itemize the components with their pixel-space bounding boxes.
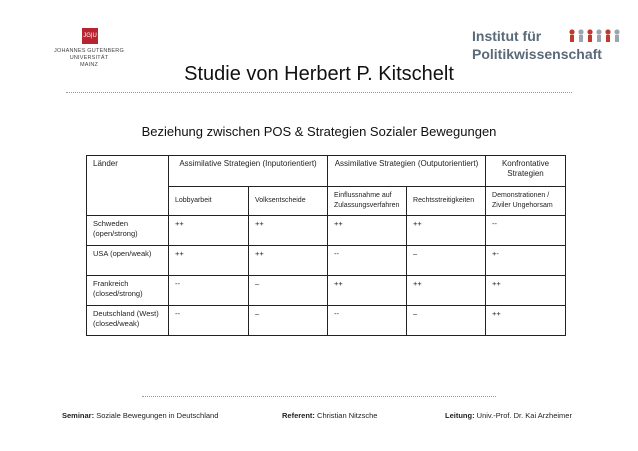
country-cell: Schweden (open/strong) <box>87 216 169 246</box>
table-row <box>87 216 566 246</box>
university-logo-mark: JG|U <box>82 28 98 44</box>
value-cell: ++ <box>486 276 566 306</box>
slide-title: Studie von Herbert P. Kitschelt <box>184 63 454 85</box>
value-cell: -- <box>328 306 407 336</box>
value-cell: ++ <box>169 246 249 276</box>
group-header-output: Assimilative Strategien (Outputorientiert) <box>328 156 486 187</box>
group-header-input: Assimilative Strategien (Inputorientiert) <box>169 156 328 187</box>
footer-referent-label: Referent: <box>282 411 315 420</box>
value-cell: ++ <box>328 216 407 246</box>
value-cell: -- <box>169 276 249 306</box>
slide-subtitle: Beziehung zwischen POS & Strategien Sozialer Bewegungen <box>141 124 497 139</box>
value-cell: ++ <box>407 276 486 306</box>
column-header: Einflussnahme auf Zulassungsverfahren <box>328 187 407 216</box>
value-cell: ++ <box>486 306 566 336</box>
university-logo-line: JOHANNES GUTENBERG <box>54 48 124 54</box>
footer-leitung <box>445 411 572 420</box>
column-header: Rechtsstreitigkeiten <box>407 187 486 216</box>
country-cell: Frankreich (closed/strong) <box>87 276 169 306</box>
value-cell: – <box>407 306 486 336</box>
table-header-row <box>87 156 566 187</box>
country-cell: Deutschland (West) (closed/weak) <box>87 306 169 336</box>
strategy-table <box>86 155 566 336</box>
footer-seminar-value: Soziale Bewegungen in Deutschland <box>96 411 219 420</box>
people-icon <box>566 28 626 50</box>
table-corner-header: Länder <box>87 156 169 216</box>
value-cell: -- <box>328 246 407 276</box>
value-cell: ++ <box>169 216 249 246</box>
value-cell: +- <box>486 246 566 276</box>
value-cell: -- <box>169 306 249 336</box>
value-cell: ++ <box>249 216 328 246</box>
footer-divider <box>142 396 496 397</box>
footer-leitung-label: Leitung: <box>445 411 475 420</box>
university-logo-line: UNIVERSITÄT <box>69 55 109 61</box>
value-cell: – <box>249 306 328 336</box>
column-header: Volksentscheide <box>249 187 328 216</box>
table-row <box>87 246 566 276</box>
footer-referent <box>282 411 377 420</box>
column-header: Lobbyarbeit <box>169 187 249 216</box>
value-cell: ++ <box>249 246 328 276</box>
table-row <box>87 306 566 336</box>
value-cell: – <box>407 246 486 276</box>
table-row <box>87 276 566 306</box>
footer-leitung-value: Univ.-Prof. Dr. Kai Arzheimer <box>476 411 572 420</box>
footer-seminar <box>62 411 218 420</box>
value-cell: -- <box>486 216 566 246</box>
footer-seminar-label: Seminar: <box>62 411 95 420</box>
value-cell: ++ <box>407 216 486 246</box>
group-header-confrontative: Konfrontative Strategien <box>486 156 566 187</box>
title-divider <box>66 92 572 93</box>
institute-logo-line: Institut für <box>472 28 542 44</box>
value-cell: – <box>249 276 328 306</box>
institute-logo-line: Politikwissenschaft <box>472 46 602 62</box>
value-cell: ++ <box>328 276 407 306</box>
column-header: Demonstrationen / Ziviler Ungehorsam <box>486 187 566 216</box>
university-logo-line: MAINZ <box>79 62 99 68</box>
footer-referent-value: Christian Nitzsche <box>317 411 378 420</box>
country-cell: USA (open/weak) <box>87 246 169 276</box>
